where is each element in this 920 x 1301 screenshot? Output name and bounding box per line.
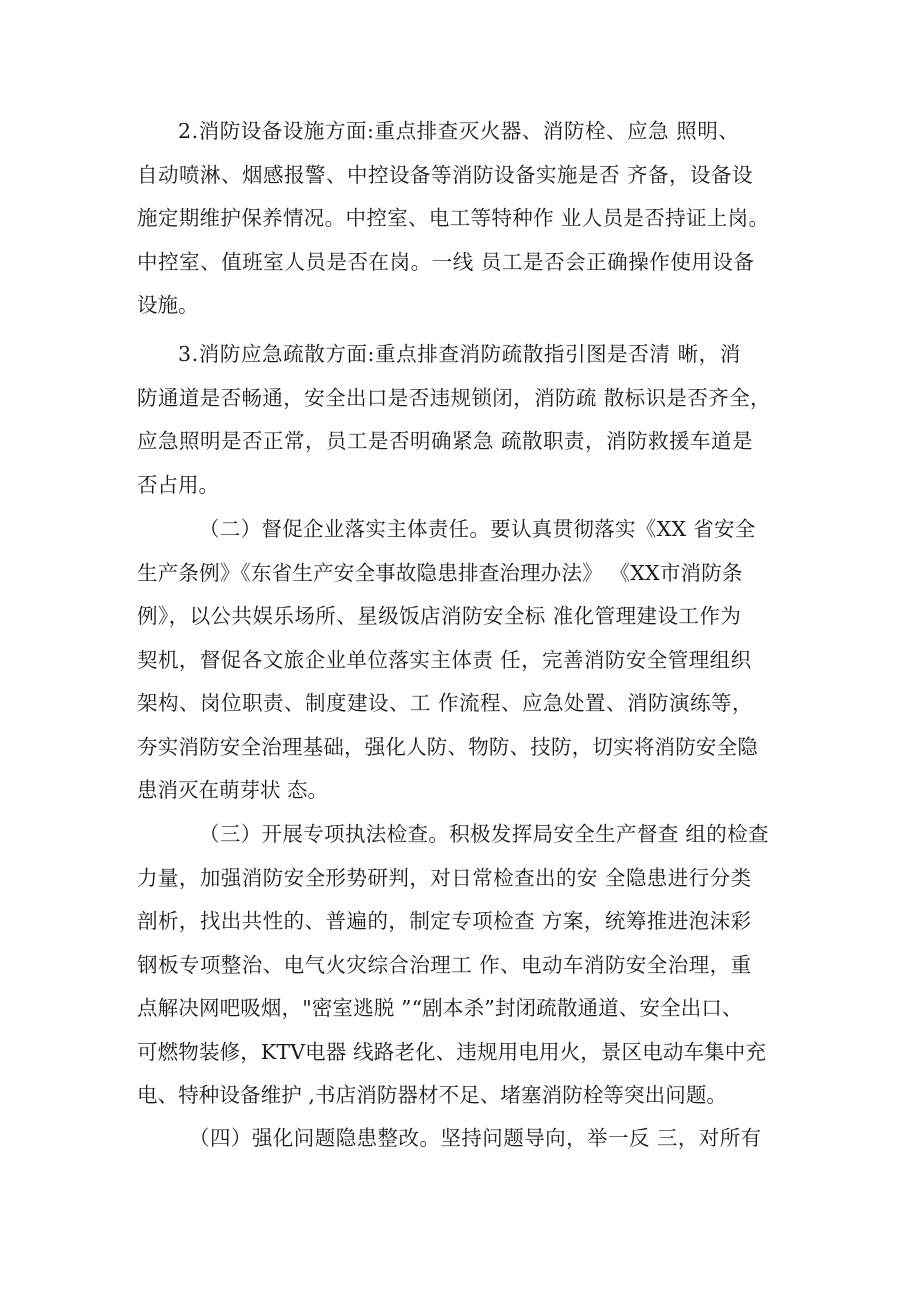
paragraph-line: 设施。 <box>137 293 199 317</box>
paragraph-line: 应急照明是否正常，员工是否明确紧急 疏散职责，消防救援车道是 <box>137 429 754 453</box>
paragraph-equipment <box>137 110 797 328</box>
paragraph-evacuation <box>137 333 797 507</box>
paragraph-line: 例》，以公共娱乐场所、星级饭店消防安全标 准化管理建设工作为 <box>137 604 742 628</box>
paragraph-line: 剖析，找出共性的、普遍的，制定专项检查 方案，统筹推进泡沫彩 <box>137 909 752 933</box>
paragraph-line: （四）强化问题隐患整改。坚持问题导向，举一反 三，对所有 <box>189 1126 762 1150</box>
paragraph-responsibility <box>137 508 797 813</box>
paragraph-line: 钢板专项整治、电气火灾综合治理工 作、电动车消防安全治理，重 <box>137 952 752 977</box>
paragraph-line: （二）督促企业落实主体责任。要认真贯彻落实《XX 省安全 <box>199 517 756 541</box>
paragraph-line: 电、特种设备维护 ,书店消防器材不足、堵塞消防栓等突出问题。 <box>137 1083 728 1107</box>
paragraph-line: 自动喷淋、烟感报警、中控设备等消防设备实施是否 齐备，设备设 <box>137 162 754 187</box>
paragraph-inspection <box>137 813 797 1118</box>
paragraph-line: 施定期维护保养情况。中控室、电工等特种作 业人员是否持证上岗。 <box>137 206 770 230</box>
paragraph-line: 中控室、值班室人员是否在岗。一线 员工是否会正确操作使用设备 <box>137 249 755 274</box>
paragraph-line: 生产条例》《东省生产安全事故隐患排查治理办法》 《XX市消防条 <box>137 560 743 585</box>
paragraph-line: 夯实消防安全治理基础，强化人防、物防、技防，切实将消防安全隐 <box>137 734 758 759</box>
paragraph-rectification <box>137 1117 797 1161</box>
paragraph-line: 契机，督促各文旅企业单位落实主体责 任，完善消防安全管理组织 <box>137 647 752 672</box>
paragraph-line: 3.消防应急疏散方面:重点排查消防疏散指引图是否清 晰，消 <box>178 342 741 366</box>
paragraph-line: 点解决网吧吸烟，"密室逃脱 ”“剧本杀”封闭疏散通道、安全出口、 <box>137 996 743 1020</box>
paragraph-line: 2.消防设备设施方面:重点排查灭火器、消防栓、应急 照明、 <box>178 119 740 143</box>
paragraph-line: 架构、岗位职责、制度建设、工 作流程、应急处置、消防演练等， <box>137 691 754 715</box>
paragraph-line: 患消灭在萌芽状 态。 <box>137 778 329 802</box>
paragraph-line: 可燃物装修，KTV电器 线路老化、违规用电用火，景区电动车集中充 <box>137 1039 767 1064</box>
paragraph-line: 防通道是否畅通，安全出口是否违规锁闭，消防疏 散标识是否齐全， <box>137 385 771 410</box>
paragraph-line: 否占用。 <box>137 472 219 497</box>
paragraph-line: 力量，加强消防安全形势研判，对日常检查出的安 全隐患进行分类 <box>137 865 752 890</box>
paragraph-line: （三）开展专项执法检查。积极发挥局安全生产督查 组的检查 <box>199 822 769 846</box>
